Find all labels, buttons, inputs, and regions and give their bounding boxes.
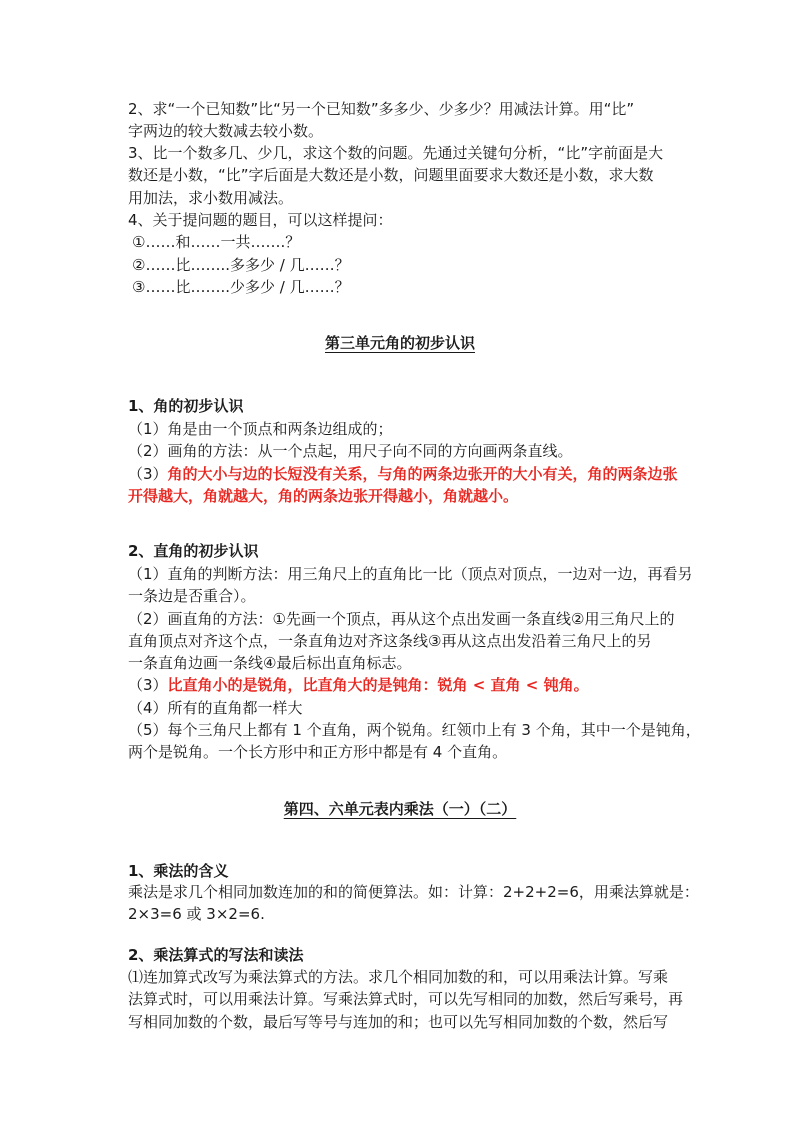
text-line: 4、关于提问题的题目，可以这样提问： — [128, 211, 393, 229]
text-line: 写相同加数的个数，最后写等号与连加的和；也可以先写相同加数的个数，然后写 — [128, 1012, 669, 1031]
list-item: （2）画直角的方法：①先画一个顶点，再从这个点出发画一条直线②用三角尺上的 — [128, 609, 675, 628]
section-title-text: 第三单元角的初步认识 — [324, 334, 475, 352]
text-line: ⑴连加算式改写为乘法算式的方法。求几个相同加数的和，可以用乘法计算。写乘 — [128, 968, 669, 986]
section-title-unit-4-6 — [0, 798, 800, 819]
heading-multiplication-writing: 2、乘法算式的写法和读法 — [128, 946, 304, 964]
list-item-highlight — [128, 463, 676, 485]
text-line: 用加法，求小数用减法。 — [128, 188, 294, 207]
heading-right-angle: 2、直角的初步认识 — [128, 542, 259, 560]
question-pattern-2: ②……比……..多多少 / 几……？ — [132, 255, 350, 274]
section-title-unit-3 — [0, 332, 800, 353]
text-line: 2、求“一个已知数”比“另一个已知数”多多少、少多少？用减法计算。用“比” — [128, 100, 635, 118]
text-line: 乘法是求几个相同加数连加的和的简便算法。如：计算：2+2+2=6，用乘法算就是： — [128, 883, 699, 901]
highlight-text: 比直角小的是锐角，比直角大的是钝角：锐角 < 直角 < 钝角。 — [167, 676, 589, 695]
multiplication-writing-text — [128, 966, 684, 1033]
list-item-continued: 直角顶点对齐这个点，一条直角边对齐这条线③再从这点出发沿着三角尺上的另 — [128, 631, 652, 650]
highlight-text: 开得越大，角就越大，角的两条边张开得越小，角就越小。 — [128, 486, 519, 505]
text-line: 法算式时，可以用乘法计算。写乘法算式时，可以先写相同的加数，然后写乘号，再 — [128, 990, 684, 1009]
right-angle-list — [128, 563, 701, 764]
list-item: （1）角是由一个顶点和两条边组成的； — [128, 420, 393, 438]
heading-multiplication-meaning: 1、乘法的含义 — [128, 862, 229, 880]
question-pattern-3: ③……比……..少多少 / 几……？ — [132, 277, 350, 296]
paragraph-4 — [128, 209, 676, 298]
section-title-text: 第四、六单元表内乘法（一）（二） — [283, 800, 517, 818]
list-item-continued: 一条直角边画一条线④最后标出直角标志。 — [128, 654, 412, 673]
list-item-highlight — [128, 674, 676, 696]
list-item: （4）所有的直角都一样大 — [128, 698, 303, 717]
text-line: 字两边的较大数减去较小数。 — [128, 122, 324, 141]
paragraph-3 — [128, 142, 676, 209]
list-item-continued: 一条边是否重合）。 — [128, 587, 256, 606]
angle-basics-list — [128, 418, 676, 507]
paragraph-2 — [128, 98, 676, 143]
list-item-prefix: （3） — [128, 676, 168, 695]
highlight-text: 角的大小与边的长短没有关系，与角的两条边张开的大小有关，角的两条边张 — [167, 464, 678, 483]
heading-angle-basics: 1、角的初步认识 — [128, 397, 244, 415]
list-item-continued: 两个是锐角。一个长方形中和正方形中都是有 4 个直角。 — [128, 743, 508, 762]
list-item: （2）画角的方法：从一个点起，用尺子向不同的方向画两条直线。 — [128, 442, 573, 461]
list-item: （1）直角的判断方法：用三角尺上的直角比一比（顶点对顶点，一边对一边，再看另 — [128, 565, 693, 583]
multiplication-meaning-text — [128, 881, 699, 926]
text-line: 2×3=6 或 3×2=6. — [128, 905, 265, 924]
text-line: 3、比一个数多几、少几，求这个数的问题。先通过关键句分析，“比”字前面是大 — [128, 144, 664, 162]
question-pattern-1: ①……和……一共…….？ — [132, 233, 301, 252]
list-item: （5）每个三角尺上都有 1 个直角，两个锐角。红领巾上有 3 个角，其中一个是钝角， — [128, 721, 701, 740]
list-item-prefix: （3） — [128, 464, 168, 483]
text-line: 数还是小数，“比”字后面是大数还是小数，问题里面要求大数还是小数，求大数 — [128, 166, 654, 185]
